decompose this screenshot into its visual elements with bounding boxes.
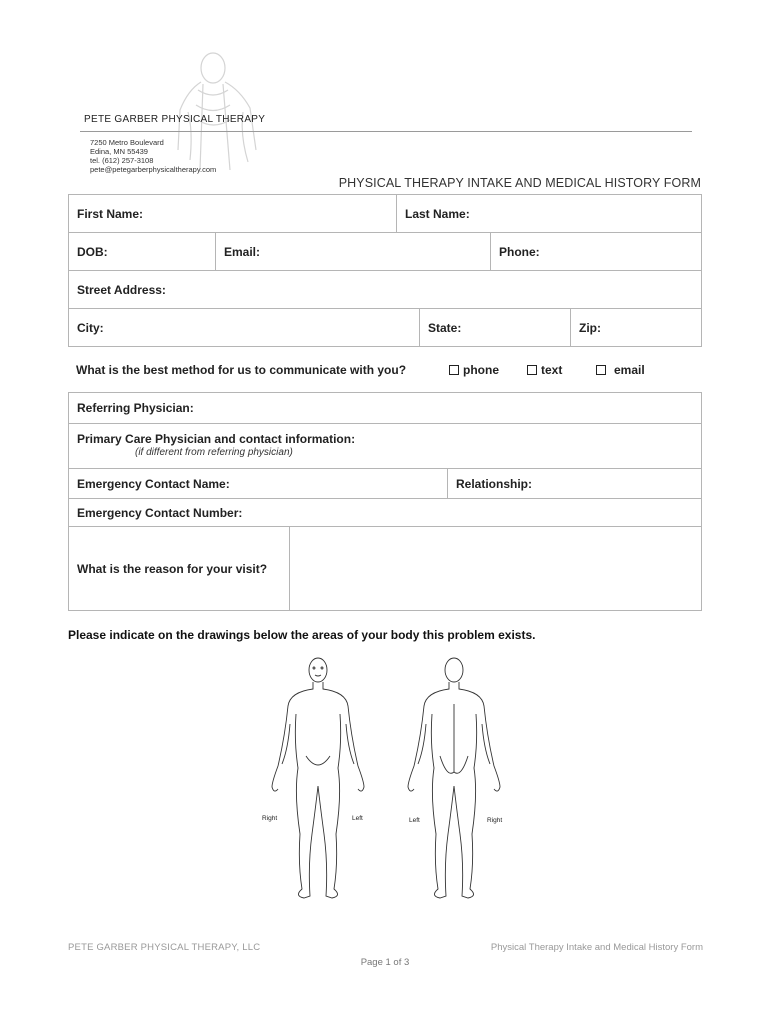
form-title: PHYSICAL THERAPY INTAKE AND MEDICAL HISTORY FORM <box>338 176 701 190</box>
contact-row <box>68 232 702 271</box>
back-body-figure[interactable] <box>408 658 503 898</box>
street-address-field[interactable] <box>69 271 701 308</box>
last-name-field[interactable] <box>396 195 701 232</box>
front-label-right: Right <box>262 815 278 822</box>
emergency-number-row <box>68 498 702 527</box>
practice-email: pete@petegarberphysicaltherapy.com <box>90 165 217 174</box>
city-label: City: <box>77 321 104 335</box>
address-line1: 7250 Metro Boulevard <box>90 138 164 147</box>
referring-physician-field[interactable] <box>69 393 701 423</box>
primary-care-note: (if different from referring physician) <box>135 447 293 458</box>
relationship-field[interactable] <box>447 469 701 498</box>
first-name-label: First Name: <box>77 207 144 221</box>
phone-checkbox[interactable] <box>449 365 459 375</box>
front-label-left: Left <box>352 815 363 822</box>
option-text[interactable] <box>527 363 562 377</box>
emergency-row <box>68 468 702 499</box>
primary-care-field[interactable] <box>69 424 701 468</box>
email-label: Email: <box>224 245 261 259</box>
state-label: State: <box>428 321 462 335</box>
text-checkbox[interactable] <box>527 365 537 375</box>
emergency-number-label: Emergency Contact Number: <box>77 506 243 520</box>
city-field[interactable] <box>69 309 419 346</box>
option-phone[interactable] <box>449 363 499 377</box>
body-diagram-instruction: Please indicate on the drawings below the areas of your body this problem exists. <box>68 628 536 642</box>
footer-company: PETE GARBER PHYSICAL THERAPY, LLC <box>68 942 261 953</box>
header-divider <box>80 131 692 132</box>
reason-visit-field[interactable] <box>289 527 701 610</box>
body-diagram[interactable] <box>252 644 517 916</box>
address-line2: Edina, MN 55439 <box>90 147 148 156</box>
phone-label: Phone: <box>499 245 540 259</box>
reason-row <box>68 526 702 611</box>
practice-name: PETE GARBER PHYSICAL THERAPY <box>84 114 266 125</box>
zip-label: Zip: <box>579 321 601 335</box>
referring-physician-label: Referring Physician: <box>77 401 194 415</box>
emergency-number-field[interactable] <box>69 499 701 526</box>
option-text-label: text <box>541 363 563 377</box>
option-email-label: email <box>614 363 645 377</box>
reason-visit-label: What is the reason for your visit? <box>77 562 268 576</box>
option-email[interactable] <box>596 363 645 377</box>
communication-question: What is the best method for us to communicate with you? <box>76 363 407 377</box>
emergency-name-label: Emergency Contact Name: <box>77 477 230 491</box>
zip-field[interactable] <box>570 309 701 346</box>
email-checkbox[interactable] <box>596 365 606 375</box>
practice-phone: tel. (612) 257-3108 <box>90 156 154 165</box>
name-row <box>68 194 702 233</box>
back-label-left: Left <box>409 817 420 824</box>
option-phone-label: phone <box>463 363 499 377</box>
phone-field[interactable] <box>490 233 701 270</box>
dob-label: DOB: <box>77 245 108 259</box>
primary-care-row <box>68 423 702 469</box>
relationship-label: Relationship: <box>456 477 533 491</box>
last-name-label: Last Name: <box>405 207 470 221</box>
back-label-right: Right <box>487 817 503 824</box>
dob-field[interactable] <box>69 233 215 270</box>
state-field[interactable] <box>419 309 570 346</box>
footer-form-name: Physical Therapy Intake and Medical History Form <box>490 942 703 953</box>
reason-label-cell <box>69 527 289 610</box>
front-body-figure[interactable] <box>272 658 364 898</box>
primary-care-label: Primary Care Physician and contact information: <box>77 432 356 446</box>
email-field[interactable] <box>215 233 490 270</box>
emergency-name-field[interactable] <box>69 469 447 498</box>
page-number: Page 1 of 3 <box>360 957 410 968</box>
street-address-label: Street Address: <box>77 283 166 297</box>
first-name-field[interactable] <box>69 195 396 232</box>
referring-row <box>68 392 702 424</box>
city-row <box>68 308 702 347</box>
street-row <box>68 270 702 309</box>
